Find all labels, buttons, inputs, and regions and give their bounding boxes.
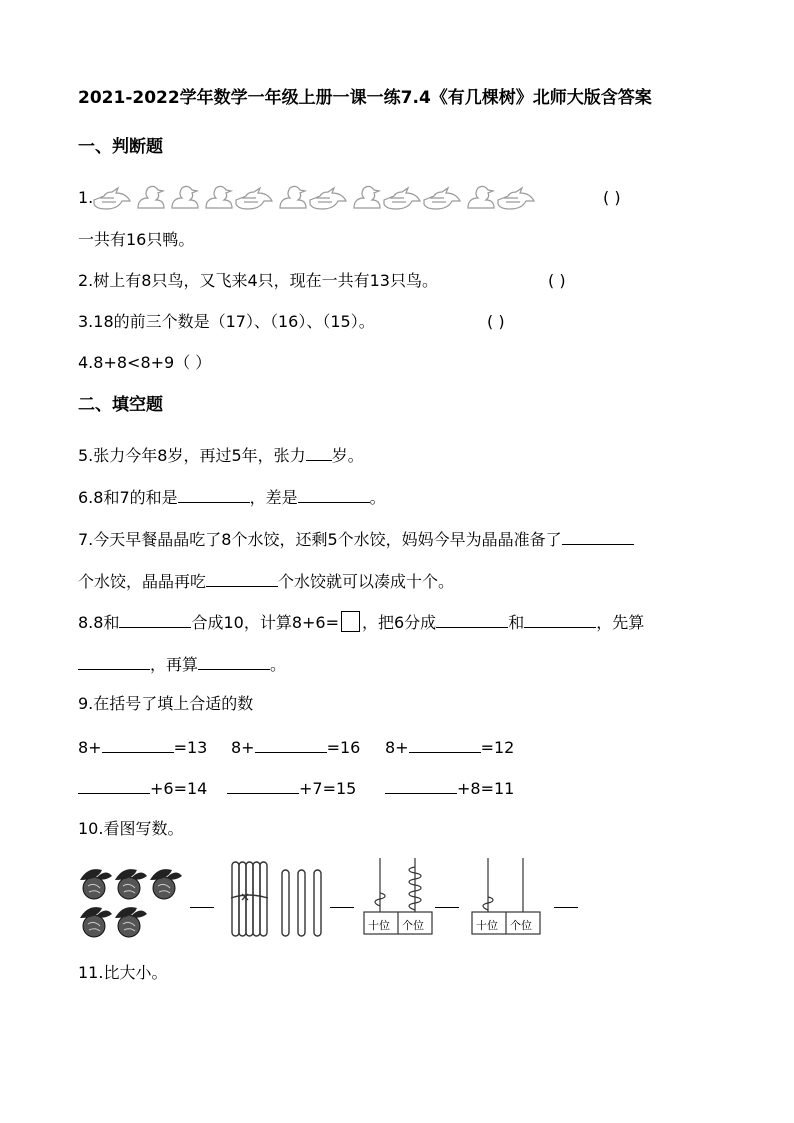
abacus-1-ones-label: 个位 [402, 919, 424, 932]
question-8-blank-partner[interactable] [119, 611, 191, 628]
question-2-text: 2.树上有8只鸟，又飞来4只，现在一共有13只鸟。 [78, 271, 438, 290]
question-2-answer-parentheses[interactable]: ( ) [548, 271, 566, 290]
question-8-text-c: ，把6分成 [362, 613, 437, 632]
question-8-blank-first-step[interactable] [78, 653, 150, 670]
question-8-text-g: 。 [270, 655, 287, 674]
question-6 [78, 486, 386, 508]
q9-r2-blank-2[interactable] [227, 777, 299, 794]
question-8-blank-split-2[interactable] [524, 611, 596, 628]
question-7-text-c: 个水饺就可以凑成十个。 [278, 572, 455, 591]
peach-drawing [115, 869, 147, 899]
question-8-text-b: 合成10，计算8+6= [191, 613, 339, 632]
q9-r2-a: +6=14 [150, 779, 208, 798]
question-7-blank-total[interactable] [562, 528, 634, 545]
question-5-text-b: 岁。 [331, 446, 364, 465]
question-10-text: 10.看图写数。 [78, 819, 184, 838]
abacus-2-tens-label: 十位 [476, 919, 498, 932]
question-9-row-2-col-2 [227, 777, 356, 799]
question-6-text-c: 。 [369, 488, 386, 507]
q9-r1-d: =16 [326, 738, 361, 757]
question-9-row-1-col-2 [231, 736, 360, 758]
question-5 [78, 444, 364, 466]
section-heading-judgement: 一、判断题 [78, 137, 163, 157]
question-8-text-f: ，再算 [150, 655, 199, 674]
abacus-1-tens-label: 十位 [368, 919, 390, 932]
duck-drawing [280, 186, 306, 208]
question-6-blank-sum[interactable] [178, 486, 250, 503]
question-1-answer-parentheses[interactable]: ( ) [603, 188, 621, 207]
q9-r2-b: +7=15 [299, 779, 357, 798]
question-8-line-2 [78, 653, 286, 675]
q9-r1-blank-3[interactable] [409, 736, 481, 753]
peach-picture [76, 868, 186, 942]
question-7-text-b: 个水饺，晶晶再吃 [78, 572, 207, 591]
q9-r1-e: 8+ [385, 738, 409, 757]
question-5-text-a: 5.张力今年8岁，再过5年，张力 [78, 446, 306, 465]
question-8-answer-box[interactable] [341, 611, 360, 632]
duck-picture-row [92, 178, 552, 214]
stick-bundle-picture [228, 858, 328, 940]
question-9-row-1-col-3 [385, 736, 514, 758]
q9-r1-c: 8+ [231, 738, 255, 757]
goose-drawing [236, 188, 272, 209]
question-3-text: 3.18的前三个数是（17）、（16）、（15）。 [78, 312, 375, 331]
q9-r2-c: +8=11 [457, 779, 515, 798]
question-6-text-b: ，差是 [249, 488, 298, 507]
question-4-text: 4.8+8<8+9（ ） [78, 353, 212, 372]
duck-drawing [354, 186, 380, 208]
q9-r2-blank-3[interactable] [385, 777, 457, 794]
q9-r1-blank-2[interactable] [255, 736, 327, 753]
duck-drawing [206, 186, 232, 208]
peach-drawing [80, 907, 112, 937]
question-1-number: 1. [78, 188, 94, 207]
question-9-row-1 [78, 736, 207, 758]
question-6-text-a: 6.8和7的和是 [78, 488, 178, 507]
question-8-text-a: 8.8和 [78, 613, 120, 632]
question-11-text: 11.比大小。 [78, 963, 168, 982]
peach-drawing [150, 869, 182, 899]
peach-drawing [115, 907, 147, 937]
q9-r1-f: =12 [480, 738, 515, 757]
q9-r1-a: 8+ [78, 738, 102, 757]
duck-drawing [468, 186, 494, 208]
goose-drawing [424, 188, 460, 209]
question-5-blank[interactable] [306, 444, 332, 461]
answer-line-sticks[interactable] [330, 907, 354, 908]
question-9-row-2-col-3 [385, 777, 514, 799]
q9-r1-blank-1[interactable] [102, 736, 174, 753]
question-7-blank-more[interactable] [206, 570, 278, 587]
peach-drawing [80, 869, 112, 899]
question-3-answer-parentheses[interactable]: ( ) [487, 312, 505, 331]
q9-r2-blank-1[interactable] [78, 777, 150, 794]
duck-drawing [138, 186, 164, 208]
question-7-line-2 [78, 570, 454, 592]
question-8-blank-split-1[interactable] [436, 611, 508, 628]
q9-r1-b: =13 [173, 738, 208, 757]
goose-drawing [310, 188, 346, 209]
answer-line-peaches[interactable] [190, 907, 214, 908]
goose-drawing [498, 188, 534, 209]
abacus-2-ones-label: 个位 [510, 919, 532, 932]
page-title: 2021-2022学年数学一年级上册一课一练7.4《有几棵树》北师大版含答案 [78, 88, 652, 108]
question-8-line-1 [78, 611, 644, 633]
question-6-blank-difference[interactable] [298, 486, 370, 503]
question-9-text: 9.在括号了填上合适的数 [78, 694, 254, 713]
question-8-text-d: 和 [508, 613, 525, 632]
question-1-text: 一共有16只鸭。 [78, 230, 195, 249]
answer-line-abacus-1[interactable] [435, 907, 459, 908]
duck-drawing [172, 186, 198, 208]
goose-drawing [94, 188, 130, 209]
section-heading-fill-blanks: 二、填空题 [78, 395, 163, 415]
question-7-line-1 [78, 528, 634, 550]
question-8-blank-second-step[interactable] [198, 653, 270, 670]
goose-drawing [384, 188, 420, 209]
question-7-text-a: 7.今天早餐晶晶吃了8个水饺，还剩5个水饺，妈妈今早为晶晶准备了 [78, 530, 562, 549]
question-9-row-2 [78, 777, 207, 799]
answer-line-abacus-2[interactable] [554, 907, 578, 908]
question-8-text-e: ，先算 [596, 613, 645, 632]
